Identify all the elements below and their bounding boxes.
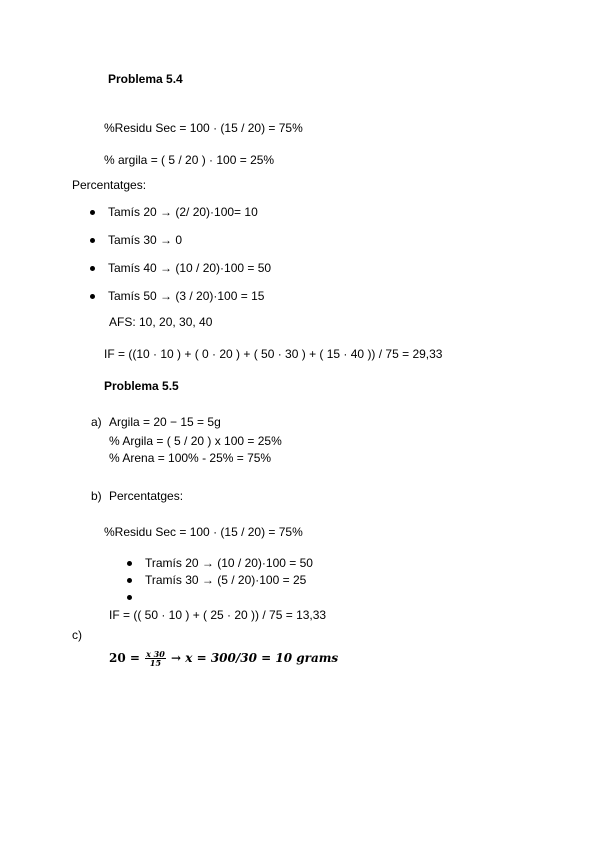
bullet-dot (90, 294, 95, 299)
bullet-dot (127, 578, 132, 583)
afs-line: AFS: 10, 20, 30, 40 (109, 315, 213, 329)
part-b-label: b) (91, 489, 102, 503)
equation-rhs: x = 300/30 = 10 (185, 651, 293, 665)
bullet-dot (127, 561, 132, 566)
part-a-label: a) (91, 415, 102, 429)
if-formula-5-4: IF = ((10 · 10 ) + ( 0 · 20 ) + ( 50 · 30 ) + ( 15 · 40 )) / 75 = 29,33 (104, 347, 443, 361)
fraction-numerator: x 30 (146, 649, 165, 659)
list-item: Tamís 40 → (10 / 20)·100 = 50 (108, 261, 272, 275)
fraction-denominator: 15 (149, 658, 162, 668)
list-item: Tramís 30 → (5 / 20)·100 = 25 (145, 573, 307, 587)
if-formula-5-5: IF = (( 50 · 10 ) + ( 25 · 20 )) / 75 = 13,33 (109, 608, 327, 622)
arena-percent-line: % Arena = 100% - 25% = 75% (109, 451, 272, 465)
list-item: Tramís 20 → (10 / 20)·100 = 50 (145, 556, 313, 570)
problem-5-5-title: Problema 5.5 (104, 379, 179, 393)
list-item: Tamís 30 → 0 (108, 233, 183, 247)
grams-equation (109, 650, 338, 667)
part-b-title: Percentatges: (109, 489, 184, 503)
part-c-label: c) (72, 628, 82, 642)
bullet-dot (90, 238, 95, 243)
list-item: Tamís 20 → (2/ 20)·100= 10 (108, 205, 258, 219)
equation-arrow: → (171, 651, 182, 665)
argila-percent-line: % Argila = ( 5 / 20 ) x 100 = 25% (109, 434, 282, 448)
argila-calc-line: Argila = 20 − 15 = 5g (109, 415, 221, 429)
argila-line: % argila = ( 5 / 20 ) · 100 = 25% (104, 153, 275, 167)
list-item: Tamís 50 → (3 / 20)·100 = 15 (108, 289, 265, 303)
bullet-dot (127, 595, 132, 600)
equation-lhs: 20 = (109, 651, 140, 665)
problem-5-4-title: Problema 5.4 (108, 72, 183, 86)
percentatges-label: Percentatges: (72, 178, 147, 192)
residu-sec-line: %Residu Sec = 100 · (15 / 20) = 75% (104, 121, 303, 135)
bullet-dot (90, 266, 95, 271)
bullet-dot (90, 210, 95, 215)
equation-unit: grams (296, 651, 339, 665)
residu-sec-line-b: %Residu Sec = 100 · (15 / 20) = 75% (104, 525, 303, 539)
equation-fraction (145, 650, 166, 667)
